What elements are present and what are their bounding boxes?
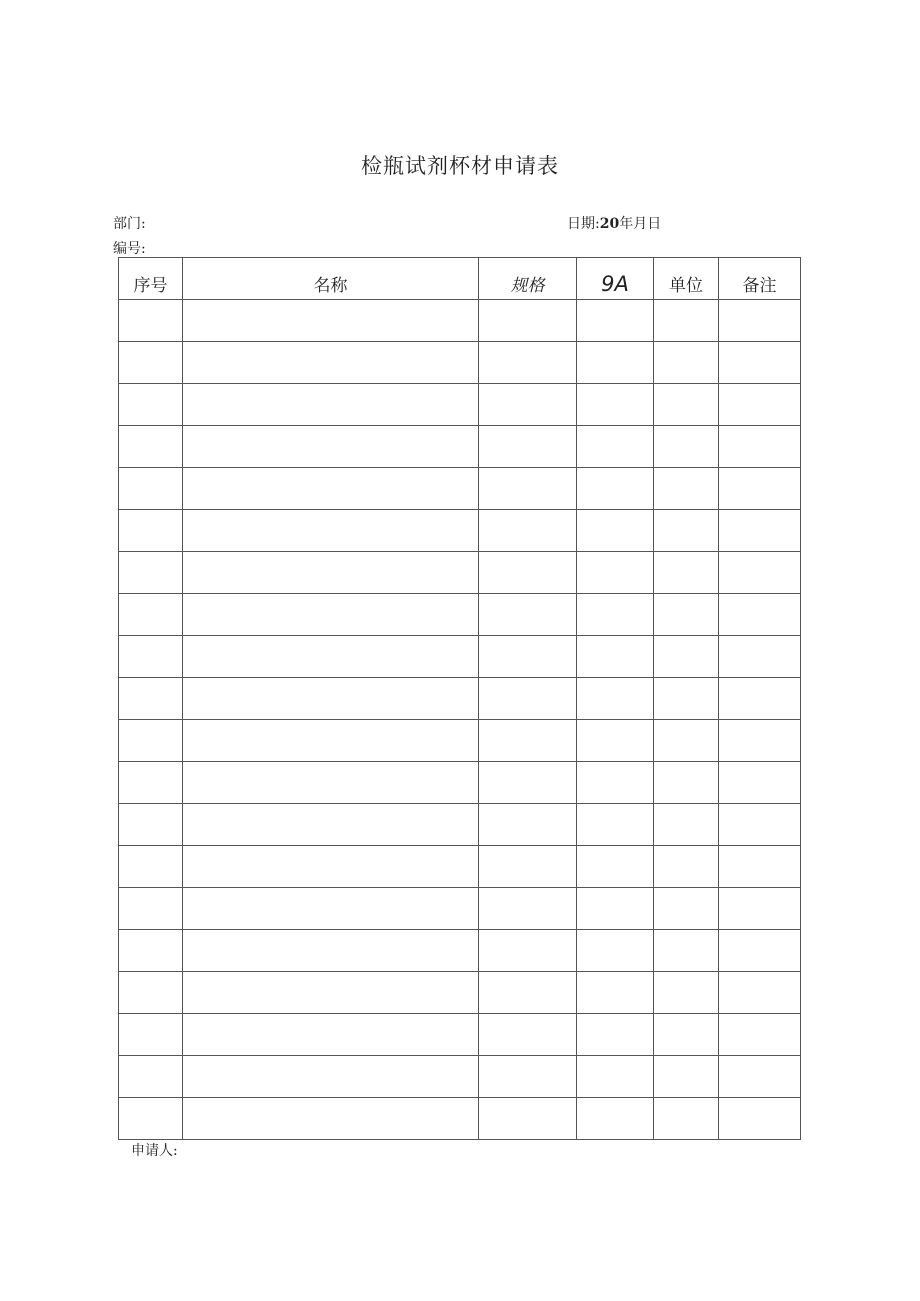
table-cell[interactable]	[479, 1014, 577, 1056]
table-cell[interactable]	[577, 510, 654, 552]
table-cell[interactable]	[183, 972, 479, 1014]
request-table	[118, 257, 801, 1140]
table-cell[interactable]	[577, 1014, 654, 1056]
table-cell[interactable]	[719, 1014, 801, 1056]
table-cell[interactable]	[577, 1098, 654, 1140]
table-cell[interactable]	[654, 804, 719, 846]
table-cell[interactable]	[479, 846, 577, 888]
table-cell[interactable]	[654, 300, 719, 342]
table-cell[interactable]	[577, 678, 654, 720]
table-cell[interactable]	[654, 636, 719, 678]
table-cell[interactable]	[654, 1056, 719, 1098]
table-cell[interactable]	[183, 426, 479, 468]
table-cell[interactable]	[119, 1056, 183, 1098]
table-cell[interactable]	[119, 384, 183, 426]
table-row	[119, 426, 801, 468]
table-header-row	[119, 258, 801, 300]
col-header-name: 名称	[183, 258, 479, 300]
table-cell[interactable]	[183, 846, 479, 888]
table-cell[interactable]	[183, 300, 479, 342]
table-row	[119, 678, 801, 720]
table-cell[interactable]	[654, 342, 719, 384]
table-cell[interactable]	[119, 594, 183, 636]
table-cell[interactable]	[183, 636, 479, 678]
table-cell[interactable]	[719, 846, 801, 888]
table-row	[119, 384, 801, 426]
table-cell[interactable]	[183, 1014, 479, 1056]
table-cell[interactable]	[479, 384, 577, 426]
form-title: 检瓶试剂杯材申请表	[361, 154, 559, 178]
table-cell[interactable]	[654, 426, 719, 468]
table-cell[interactable]	[479, 888, 577, 930]
table-cell[interactable]	[654, 1014, 719, 1056]
table-row	[119, 888, 801, 930]
table-cell[interactable]	[183, 762, 479, 804]
table-cell[interactable]	[654, 384, 719, 426]
table-cell[interactable]	[479, 552, 577, 594]
table-cell[interactable]	[577, 720, 654, 762]
table-row	[119, 762, 801, 804]
table-row	[119, 1056, 801, 1098]
table-cell[interactable]	[119, 1014, 183, 1056]
table-cell[interactable]	[577, 762, 654, 804]
table-cell[interactable]	[577, 300, 654, 342]
table-cell[interactable]	[479, 636, 577, 678]
table-cell[interactable]	[479, 594, 577, 636]
table-cell[interactable]	[577, 1056, 654, 1098]
table-cell[interactable]	[654, 846, 719, 888]
table-cell[interactable]	[183, 594, 479, 636]
table-cell[interactable]	[719, 384, 801, 426]
table-cell[interactable]	[183, 552, 479, 594]
table-cell[interactable]	[119, 300, 183, 342]
table-cell[interactable]	[119, 846, 183, 888]
table-cell[interactable]	[577, 594, 654, 636]
table-cell[interactable]	[654, 720, 719, 762]
table-cell[interactable]	[119, 678, 183, 720]
table-cell[interactable]	[719, 552, 801, 594]
table-cell[interactable]	[479, 300, 577, 342]
table-cell[interactable]	[719, 972, 801, 1014]
table-cell[interactable]	[654, 468, 719, 510]
table-row	[119, 342, 801, 384]
table-cell[interactable]	[654, 678, 719, 720]
table-cell[interactable]	[479, 804, 577, 846]
date-field	[567, 213, 661, 233]
table-cell[interactable]	[719, 342, 801, 384]
date-units: 年月日	[619, 216, 662, 232]
table-cell[interactable]	[183, 720, 479, 762]
table-cell[interactable]	[119, 972, 183, 1014]
table-cell[interactable]	[719, 636, 801, 678]
table-cell[interactable]	[119, 510, 183, 552]
table-cell[interactable]	[119, 804, 183, 846]
table-cell[interactable]	[654, 972, 719, 1014]
date-year: 20	[599, 216, 620, 232]
table-cell[interactable]	[183, 468, 479, 510]
table-cell[interactable]	[183, 930, 479, 972]
table-row	[119, 846, 801, 888]
table-cell[interactable]	[479, 510, 577, 552]
table-cell[interactable]	[119, 342, 183, 384]
col-header-index: 序号	[119, 258, 183, 300]
table-cell[interactable]	[183, 384, 479, 426]
table-row	[119, 1098, 801, 1140]
table-cell[interactable]	[183, 804, 479, 846]
table-row	[119, 1014, 801, 1056]
table-cell[interactable]	[479, 762, 577, 804]
applicant-label: 申请人:	[131, 1143, 178, 1159]
table-cell[interactable]	[577, 972, 654, 1014]
table-cell[interactable]	[719, 468, 801, 510]
table-cell[interactable]	[654, 552, 719, 594]
table-cell[interactable]	[719, 594, 801, 636]
table-cell[interactable]	[183, 342, 479, 384]
table-cell[interactable]	[654, 1098, 719, 1140]
table-cell[interactable]	[119, 888, 183, 930]
table-cell[interactable]	[719, 1098, 801, 1140]
table-cell[interactable]	[577, 468, 654, 510]
table-cell[interactable]	[119, 762, 183, 804]
table-cell[interactable]	[183, 1056, 479, 1098]
table-cell[interactable]	[119, 468, 183, 510]
table-cell[interactable]	[719, 1056, 801, 1098]
table-cell[interactable]	[479, 342, 577, 384]
table-cell[interactable]	[719, 678, 801, 720]
department-label: 部门:	[113, 216, 146, 232]
table-cell[interactable]	[654, 888, 719, 930]
table-row	[119, 720, 801, 762]
table-cell[interactable]	[577, 426, 654, 468]
table-cell[interactable]	[119, 1098, 183, 1140]
table-cell[interactable]	[654, 762, 719, 804]
number-label: 编号:	[113, 241, 146, 257]
date-label: 日期:	[567, 216, 600, 232]
table-row	[119, 510, 801, 552]
table-cell[interactable]	[479, 1098, 577, 1140]
table-body	[119, 300, 801, 1140]
table-cell[interactable]	[479, 720, 577, 762]
table-row	[119, 804, 801, 846]
col-header-quantity: 9A	[577, 258, 654, 300]
table-cell[interactable]	[479, 972, 577, 1014]
table-row	[119, 972, 801, 1014]
table-cell[interactable]	[577, 888, 654, 930]
table-cell[interactable]	[119, 930, 183, 972]
table-cell[interactable]	[183, 888, 479, 930]
table-cell[interactable]	[577, 846, 654, 888]
table-cell[interactable]	[479, 468, 577, 510]
table-cell[interactable]	[719, 930, 801, 972]
table-cell[interactable]	[119, 720, 183, 762]
table-cell[interactable]	[479, 1056, 577, 1098]
table-cell[interactable]	[577, 552, 654, 594]
table-cell[interactable]	[719, 426, 801, 468]
table-cell[interactable]	[654, 930, 719, 972]
table-row	[119, 552, 801, 594]
table-cell[interactable]	[719, 510, 801, 552]
table-row	[119, 468, 801, 510]
table-cell[interactable]	[479, 930, 577, 972]
col-header-spec: 规格	[479, 258, 577, 300]
table-cell[interactable]	[654, 510, 719, 552]
table-cell[interactable]	[183, 678, 479, 720]
table-cell[interactable]	[577, 384, 654, 426]
table-cell[interactable]	[577, 930, 654, 972]
col-header-remarks: 备注	[719, 258, 801, 300]
table-row	[119, 636, 801, 678]
table-cell[interactable]	[479, 426, 577, 468]
col-header-unit: 单位	[654, 258, 719, 300]
table-row	[119, 594, 801, 636]
table-cell[interactable]	[119, 552, 183, 594]
table-cell[interactable]	[719, 300, 801, 342]
table-row	[119, 930, 801, 972]
table-cell[interactable]	[719, 720, 801, 762]
table-row	[119, 300, 801, 342]
table-cell[interactable]	[577, 636, 654, 678]
table-cell[interactable]	[183, 1098, 479, 1140]
table-cell[interactable]	[577, 804, 654, 846]
table-cell[interactable]	[479, 678, 577, 720]
table-cell[interactable]	[119, 426, 183, 468]
table-cell[interactable]	[654, 594, 719, 636]
table-cell[interactable]	[119, 636, 183, 678]
table-cell[interactable]	[719, 804, 801, 846]
table-cell[interactable]	[183, 510, 479, 552]
table-cell[interactable]	[577, 342, 654, 384]
table-cell[interactable]	[719, 762, 801, 804]
table-cell[interactable]	[719, 888, 801, 930]
